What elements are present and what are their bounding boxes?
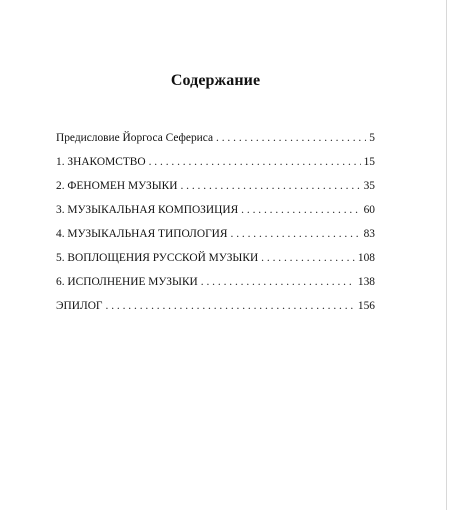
toc-entry-label: 1. ЗНАКОМСТВО <box>56 156 146 168</box>
toc-entry-epilogue <box>56 298 375 314</box>
toc-entry-page: 35 <box>363 180 375 192</box>
toc-entry-chapter-4 <box>56 226 375 242</box>
toc-entry-page: 108 <box>357 252 375 264</box>
table-of-contents <box>56 130 375 322</box>
toc-entry-chapter-3 <box>56 202 375 218</box>
toc-entry-label: ЭПИЛОГ <box>56 300 103 312</box>
toc-entry-page: 83 <box>363 228 375 240</box>
toc-entry-page: 15 <box>363 156 375 168</box>
dot-leader <box>180 178 360 194</box>
toc-entry-label: 6. ИСПОЛНЕНИЕ МУЗЫКИ <box>56 276 198 288</box>
toc-entry-page: 5 <box>369 132 375 144</box>
dot-leader <box>106 298 355 314</box>
dot-leader <box>261 250 355 266</box>
dot-leader <box>201 274 355 290</box>
toc-entry-label: 3. МУЗЫКАЛЬНАЯ КОМПОЗИЦИЯ <box>56 204 239 216</box>
toc-entry-preface <box>56 130 375 146</box>
toc-entry-label: 5. ВОПЛОЩЕНИЯ РУССКОЙ МУЗЫКИ <box>56 252 259 264</box>
toc-entry-chapter-1 <box>56 154 375 170</box>
toc-entry-chapter-6 <box>56 274 375 290</box>
toc-entry-page: 138 <box>357 276 375 288</box>
toc-entry-chapter-2 <box>56 178 375 194</box>
dot-leader <box>216 130 366 146</box>
toc-entry-label: 4. МУЗЫКАЛЬНАЯ ТИПОЛОГИЯ <box>56 228 228 240</box>
dot-leader <box>241 202 360 218</box>
toc-entry-label: Предисловие Йоргоса Сефериса <box>56 132 214 144</box>
dot-leader <box>149 154 361 170</box>
toc-entry-page: 60 <box>363 204 375 216</box>
page-title: Содержание <box>170 72 261 89</box>
toc-entry-chapter-5 <box>56 250 375 266</box>
dot-leader <box>231 226 361 242</box>
toc-entry-label: 2. ФЕНОМЕН МУЗЫКИ <box>56 180 178 192</box>
toc-entry-page: 156 <box>357 300 375 312</box>
page-edge-divider <box>446 0 447 510</box>
